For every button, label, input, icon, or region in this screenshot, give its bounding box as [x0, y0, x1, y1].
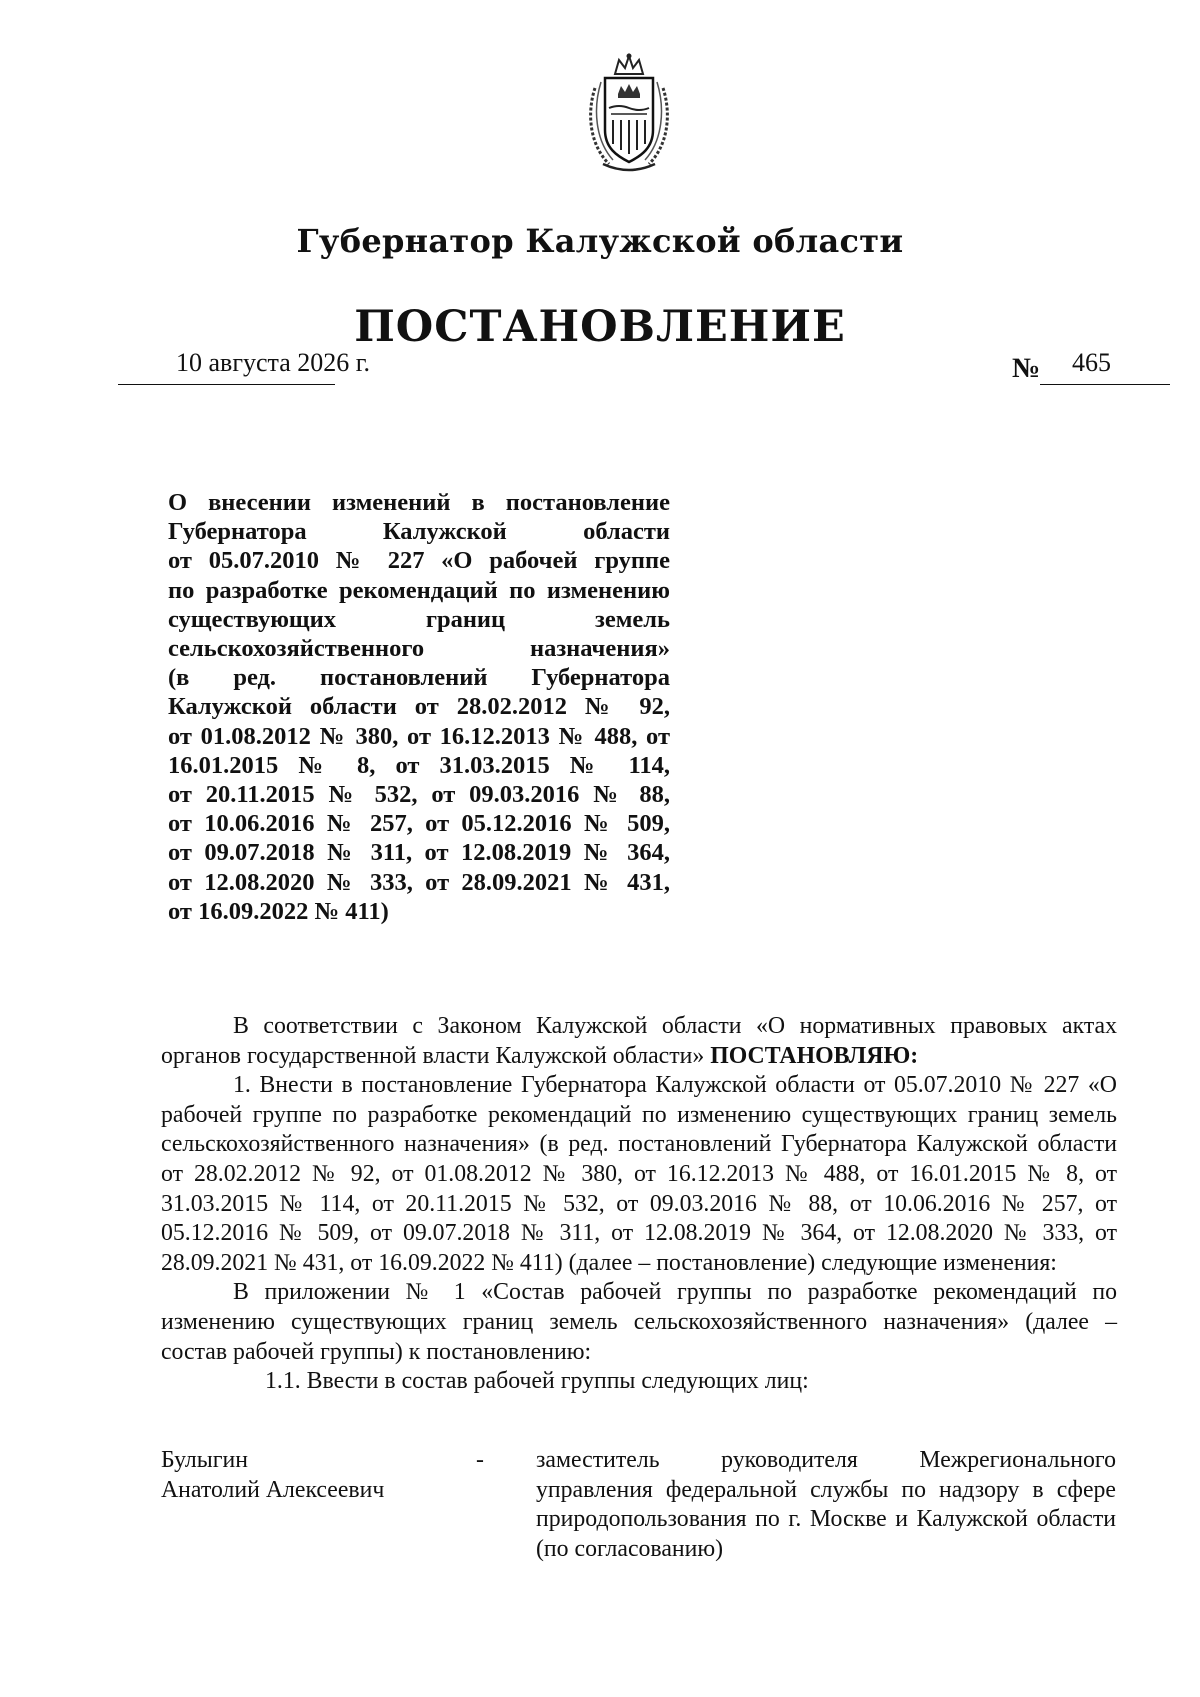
- kaluga-coat-of-arms-icon: [581, 52, 677, 176]
- document-subject: [168, 488, 670, 926]
- subject-line: Калужской области от 28.02.2012 № 92,: [168, 693, 670, 721]
- decree-word: ПОСТАНОВЛЯЮ:: [710, 1042, 919, 1069]
- member-role: заместитель руководителя Межрегионального управления федеральной службы по надзору в сфере природопользования по г. Москве и Калужской области (по согласованию): [536, 1447, 1116, 1562]
- number-sign: №: [1012, 353, 1041, 384]
- subject-line: от 01.08.2012 № 380, от 16.12.2013 № 488, от: [168, 722, 670, 750]
- member-given-names: Анатолий Алексеевич: [161, 1476, 385, 1503]
- subject-line: О внесении изменений в постановление: [168, 489, 670, 516]
- member-name: [161, 1446, 481, 1505]
- subject-line: от 10.06.2016 № 257, от 05.12.2016 № 509,: [168, 810, 670, 838]
- date-underline: [118, 384, 335, 385]
- subject-line: 16.01.2015 № 8, от 31.03.2015 № 114,: [168, 751, 670, 779]
- subject-line: существующих границ земель: [168, 605, 670, 633]
- subject-line: сельскохозяйственного назначения»: [168, 635, 670, 663]
- item-1-1-paragraph: 1.1. Ввести в состав рабочей группы следующих лиц:: [265, 1368, 809, 1395]
- subject-line: от 05.07.2010 № 227 «О рабочей группе: [168, 547, 670, 575]
- preamble-text: В соответствии с Законом Калужской области «О нормативных правовых актах органов государственной власти Калужской области»: [161, 1013, 1117, 1069]
- subject-line: от 16.09.2022 № 411): [168, 897, 389, 925]
- preamble-paragraph: [161, 1012, 1117, 1071]
- document-date: 10 августа 2026 г.: [176, 348, 370, 377]
- subject-line: Губернатора Калужской области: [168, 518, 670, 546]
- number-underline: [1040, 384, 1170, 385]
- annex-paragraph: В приложении № 1 «Состав рабочей группы по разработке рекомендаций по изменению существующих границ земель сельскохозяйственного назначения» (далее – состав рабочей группы) к постановлению:: [161, 1279, 1117, 1365]
- issuing-authority: Губернатор Калужской области: [296, 222, 904, 260]
- subject-line: от 09.07.2018 № 311, от 12.08.2019 № 364,: [168, 839, 670, 867]
- document-type-title: ПОСТАНОВЛЕНИЕ: [354, 302, 846, 352]
- member-dash: -: [476, 1447, 484, 1473]
- subject-line: по разработке рекомендаций по изменению: [168, 576, 670, 604]
- subject-line: от 12.08.2020 № 333, от 28.09.2021 № 431,: [168, 868, 670, 896]
- document-number: 465: [1072, 348, 1111, 377]
- member-surname: Булыгин: [161, 1447, 249, 1473]
- item-1-paragraph: 1. Внести в постановление Губернатора Калужской области от 05.07.2010 № 227 «О рабочей группе по разработке рекомендаций по изменению существующих границ земель сельскохозяйственного назначения» (в ред. постановлений Губернатора Калужской области от 28.02.2012 № 92, от 01.08.2012 № 380, от 16.12.2013 № 488, от 16.01.2015 № 8, от 31.03.2015 № 114, от 20.11.2015 № 532, от 09.03.2016 № 88, от 10.06.2016 № 257, от 05.12.2016 № 509, от 09.07.2018 № 311, от 12.08.2019 № 364, от 12.08.2020 № 333, от 28.09.2021 № 431, от 16.09.2022 № 411) (далее – постановление) следующие изменения:: [161, 1072, 1117, 1276]
- document-body: [161, 1012, 1117, 1397]
- subject-line: (в ред. постановлений Губернатора: [168, 664, 670, 692]
- subject-line: от 20.11.2015 № 532, от 09.03.2016 № 88,: [168, 781, 670, 809]
